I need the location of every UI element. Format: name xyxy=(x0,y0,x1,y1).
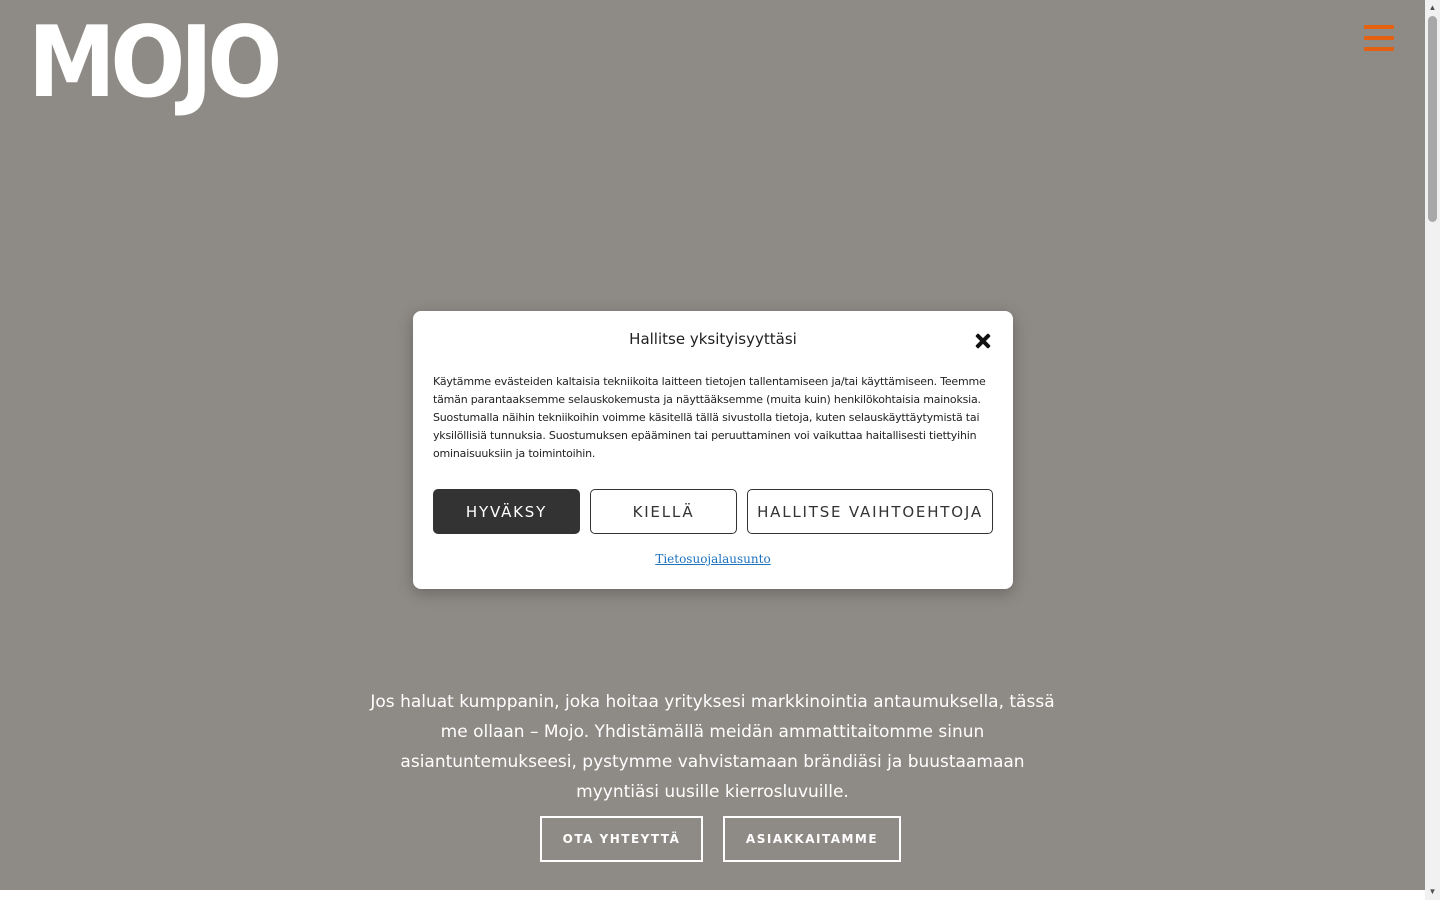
dialog-title: Hallitse yksityisyyttäsi xyxy=(629,330,797,348)
next-section-edge xyxy=(0,890,1425,900)
accept-button[interactable]: HYVÄKSY xyxy=(433,489,580,534)
menu-bar xyxy=(1364,25,1394,29)
menu-bar xyxy=(1364,47,1394,51)
scroll-up-arrow-icon[interactable]: ▲ xyxy=(1428,2,1437,12)
cookie-consent-dialog xyxy=(413,311,1013,589)
manage-options-button[interactable]: HALLITSE VAIHTOEHTOJA xyxy=(747,489,993,534)
hamburger-icon[interactable] xyxy=(1364,24,1394,52)
clients-button[interactable]: ASIAKKAITAMME xyxy=(723,816,901,862)
close-icon[interactable] xyxy=(973,331,993,351)
scroll-down-arrow-icon[interactable]: ▼ xyxy=(1428,886,1437,896)
privacy-statement-link[interactable]: Tietosuojalausunto xyxy=(655,552,771,566)
dialog-body-text: Käytämme evästeiden kaltaisia tekniikoita laitteen tietojen tallentamiseen ja/tai käyttämiseen. Teemme tämän parantaaksemme selauskokemusta ja näyttääksemme (muita kuin) henkilökohtaisia mainoksia. Suostumalla näihin tekniikoihin voimme käsitellä tällä sivustolla tietoja, kuten selauskäyttäytymistä tai yksilöllisiä tunnuksia. Suostumuksen epääminen tai peruuttaminen voi vaikuttaa haitallisesti tiettyihin ominaisuuksiin ja toimintoihin. xyxy=(433,375,986,460)
deny-button[interactable]: KIELLÄ xyxy=(590,489,737,534)
mojo-logo[interactable]: MOJO xyxy=(28,6,277,120)
contact-button[interactable]: OTA YHTEYTTÄ xyxy=(540,816,703,862)
menu-bar xyxy=(1364,36,1394,40)
scrollbar-thumb[interactable] xyxy=(1428,16,1437,222)
scrollbar[interactable] xyxy=(1425,0,1440,900)
hero-text: Jos haluat kumppanin, joka hoitaa yrityksesi markkinointia antaumuksella, tässä me ollaan – Mojo. Yhdistämällä meidän ammattitaitomme sinun asiantuntemukseesi, pystymme vahvistamaan brändiäsi ja buustaamaan myyntiäsi uusille kierrosluvuille. xyxy=(370,692,1055,802)
